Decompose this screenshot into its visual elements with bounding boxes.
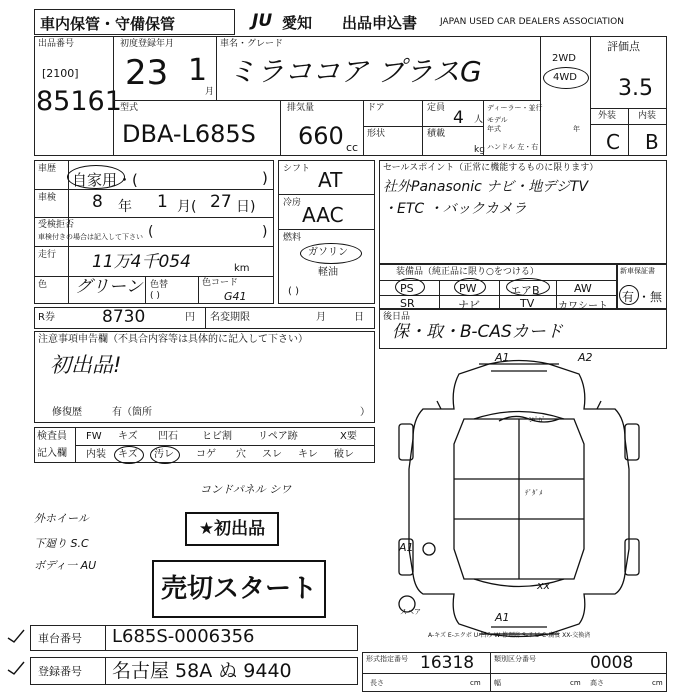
equip-navi: ナビ (458, 299, 480, 312)
form-no-value1: 16318 (420, 653, 475, 673)
divider (105, 657, 106, 685)
divider (499, 280, 500, 309)
doors-label: ドア (367, 103, 385, 113)
divider (105, 625, 106, 651)
color-code-label: 色コード (202, 278, 239, 288)
shaken-day: 27 (210, 192, 232, 212)
margin-checkmarks (6, 628, 28, 688)
capacity-unit: 人 (474, 115, 484, 125)
diagram-a2-top: A2 (578, 351, 593, 364)
form-no-value2: 0008 (590, 653, 634, 673)
dim-height: 高さ (590, 679, 604, 687)
year-label: 年式 (487, 125, 501, 133)
receipt-close: ) (262, 224, 268, 240)
capacity-value: 4 (453, 108, 464, 128)
sales-point-label: セールスポイント（正常に機能するものに限ります） (383, 163, 599, 173)
displacement-label: 排気量 (287, 103, 315, 113)
warranty-yes: 有 (622, 290, 635, 304)
form-title: 出品申込書 (342, 14, 418, 32)
diagram-a1-top: A1 (495, 351, 510, 364)
warranty-no: 無 (650, 290, 663, 304)
divider (280, 100, 281, 156)
equip-sr: SR (400, 297, 415, 310)
notes-value: 初出品! (50, 353, 122, 377)
dim-unit-1: cm (470, 679, 481, 687)
divider (34, 276, 274, 277)
repair-label: 修復歴 (52, 407, 82, 418)
spare-label: 後日品 (383, 312, 411, 322)
shaken-day-unit: 日) (236, 199, 256, 215)
load-unit: kg (474, 145, 485, 155)
inspector-kire: キレ (298, 449, 318, 460)
inspector-hibi: ヒビ割 (202, 431, 232, 442)
exterior-label: 外装 (598, 111, 617, 121)
diagram-center-mark: ﾃﾞﾀﾞﾒ (525, 489, 543, 497)
inspector-label1: 検査員 (37, 431, 67, 442)
org-name: JAPAN USED CAR DEALERS ASSOCIATION (440, 17, 624, 27)
inspector-yabure: 破レ (334, 449, 354, 460)
divider (422, 100, 423, 156)
interior-value: B (645, 130, 659, 154)
sales-point-line1: 社外Panasonic ナビ・地デジTV (383, 179, 589, 195)
warranty-label: 新車保証書 (620, 267, 655, 275)
inspector-yogore: 汚レ (154, 449, 174, 460)
model-type-label: 型式 (120, 103, 139, 113)
chassis-value: L685S-0006356 (112, 626, 255, 647)
equipment-label: 装備品（純正品に限り○をつける） (396, 267, 539, 277)
diagram-roof-mark: ﾐﾊﾟﾊﾞ (528, 416, 546, 424)
divider (590, 36, 591, 156)
sales-point-line2: ・ETC ・バックカメラ (383, 201, 527, 217)
inspector-int-kizu: キズ (118, 449, 138, 460)
interior-label: 内装 (638, 111, 657, 121)
plate-label: 登録番号 (38, 665, 82, 678)
divider (34, 217, 274, 218)
color-value: グリーン (75, 277, 143, 297)
inspector-note-4: ボディ一 AU (34, 559, 97, 572)
grade-label: 評価点 (607, 40, 640, 53)
dim-unit-2: cm (570, 679, 581, 687)
recycle-unit: 円 (185, 312, 195, 323)
mileage-value: 11万4千054 (92, 252, 191, 272)
lot-number: 85161 (36, 86, 122, 117)
color-code-value: G41 (224, 290, 247, 303)
displacement-unit: cc (346, 141, 359, 154)
recycle-value: 8730 (102, 307, 146, 327)
fuel-gas: ガソリン (308, 247, 348, 258)
displacement-value: 660 (298, 122, 344, 150)
divider (556, 280, 557, 309)
equip-kawa-seat: カワシート (558, 301, 608, 312)
inspector-ishi: 凹石 (158, 431, 178, 442)
capacity-label: 定員 (427, 103, 446, 113)
model-name-label: 車名・グレード (220, 39, 284, 49)
divider (362, 673, 667, 674)
mileage-unit: km (234, 263, 250, 274)
repair-close: ） (360, 407, 370, 418)
form-no-label2: 類別区分番号 (494, 655, 536, 663)
divider (145, 276, 146, 304)
plate-value: 名古屋 58A ぬ 9440 (112, 660, 292, 682)
history-close: ) (262, 169, 268, 187)
exterior-value: C (606, 130, 620, 154)
shift-label: シフト (283, 164, 311, 174)
header-top-label: 車内保管・守備保管 (40, 15, 176, 33)
history-value: 自家用・( (72, 171, 138, 189)
notes-label: 注意事項申告欄（不具合内容等は具体的に記入して下さい） (38, 334, 308, 345)
grade-value: 3.5 (618, 76, 653, 101)
dim-unit-3: cm (652, 679, 663, 687)
lot-label: 出品番号 (38, 39, 75, 49)
deadline-label: 名変期限 (210, 312, 250, 323)
color-change-label: 色替 (150, 280, 169, 290)
diagram-legend: A-キズ E-エクボ U-凹み W-修理跡 S-サビ C-腐食 XX-交換済 (428, 632, 591, 639)
registration-month: 1 (188, 53, 208, 88)
shaken-year-unit: 年 (118, 199, 132, 215)
diagram-spare-label: スペア (400, 608, 421, 616)
inspector-kizu: キズ (118, 431, 138, 442)
spare-value: 保・取・B-CASカード (392, 322, 563, 342)
inspector-sure: スレ (262, 449, 282, 460)
warranty-dot: ・ (638, 290, 651, 304)
dim-width: 幅 (494, 679, 501, 687)
sale-start-stamp: 売切スタート (152, 560, 326, 618)
shape-label: 形状 (367, 129, 386, 139)
dim-length: 長さ (370, 679, 384, 687)
diagram-xx: xx (537, 579, 551, 592)
equip-pw: PW (459, 282, 477, 295)
divider (198, 276, 199, 304)
receipt-note: 車検付きの場合は記入して下さい (38, 233, 143, 241)
divider (34, 189, 274, 190)
chassis-label: 車台番号 (38, 632, 82, 645)
divider (363, 100, 364, 156)
inspector-koge: コゲ (196, 449, 216, 460)
form-no-label1: 形式指定番号 (366, 655, 408, 663)
car-diagram (379, 349, 667, 649)
divider (34, 246, 274, 247)
divider (590, 124, 667, 125)
receipt-open: ( (148, 224, 154, 240)
divider (113, 100, 540, 101)
divider (75, 445, 375, 446)
aircon-value: AAC (302, 203, 344, 227)
load-label: 積載 (427, 129, 446, 139)
drive-2wd: 2WD (552, 53, 576, 64)
inspector-repair: リペア跡 (258, 431, 298, 442)
divider (363, 126, 483, 127)
model-type-value: DBA-L685S (122, 120, 256, 148)
receipt-label: 受検拒否 (38, 220, 75, 230)
first-listing-stamp: ★初出品 (185, 512, 279, 546)
color-label: 色 (38, 280, 48, 290)
inspector-note-1: コンドパネル シワ (200, 483, 292, 496)
inspector-x: X要 (340, 431, 357, 442)
shaken-month-unit: 月( (177, 199, 197, 215)
inspector-note-3: 下廻り S.C (34, 537, 89, 550)
equip-aw: AW (574, 282, 592, 295)
brand-name: 愛知 (282, 14, 313, 32)
diagram-a1-bottom: A1 (495, 611, 510, 624)
year-unit: 年 (573, 125, 580, 133)
fuel-label: 燃料 (283, 233, 302, 243)
inspector-label2: 記入欄 (37, 448, 67, 459)
equip-airbag: エアB (510, 284, 540, 297)
model-year-label: モデル (487, 116, 508, 124)
registration-month-unit: 月 (205, 87, 215, 97)
deadline-day: 日 (354, 312, 364, 323)
drive-4wd: 4WD (553, 72, 577, 83)
shift-value: AT (318, 168, 343, 192)
color-change-paren: ( ) (150, 291, 160, 301)
shaken-month: 1 (157, 192, 168, 212)
registration-label: 初度登録年月 (120, 39, 175, 49)
mileage-label: 走行 (38, 250, 57, 260)
inspector-note-2: 外ホイール (34, 512, 89, 525)
shaken-label: 車検 (38, 193, 57, 203)
brand-logo: JU (252, 11, 273, 31)
divider (205, 307, 206, 329)
handle-label: ハンドル 左・右 (487, 143, 539, 151)
dealer-label: ディーラー・並行 (487, 104, 543, 112)
divider (483, 100, 484, 156)
model-name-value: ミラココア プラスG (228, 55, 482, 88)
divider (439, 280, 440, 309)
deadline-month: 月 (316, 312, 326, 323)
shaken-year: 8 (92, 192, 103, 212)
history-label: 車歴 (38, 164, 57, 174)
diagram-a1-left: A1 (399, 541, 414, 554)
inspector-ana: 穴 (236, 449, 246, 460)
divider (540, 36, 541, 156)
divider (490, 652, 491, 692)
registration-year: 23 (125, 53, 169, 93)
fuel-diesel: 軽油 (318, 267, 338, 278)
divider (278, 229, 375, 230)
fuel-paren: ( ) (288, 286, 299, 297)
divider (216, 36, 217, 100)
repair-value: 有（箇所 (112, 407, 152, 418)
lot-small-code: [2100] (42, 67, 79, 80)
inspector-fw: FW (86, 431, 102, 442)
divider (278, 194, 375, 195)
divider (628, 108, 629, 156)
aircon-label: 冷房 (283, 198, 302, 208)
equip-ps: PS (400, 282, 414, 295)
inspector-interior: 内装 (86, 449, 106, 460)
recycle-label: R券 (38, 312, 55, 323)
equip-tv: TV (520, 297, 535, 310)
